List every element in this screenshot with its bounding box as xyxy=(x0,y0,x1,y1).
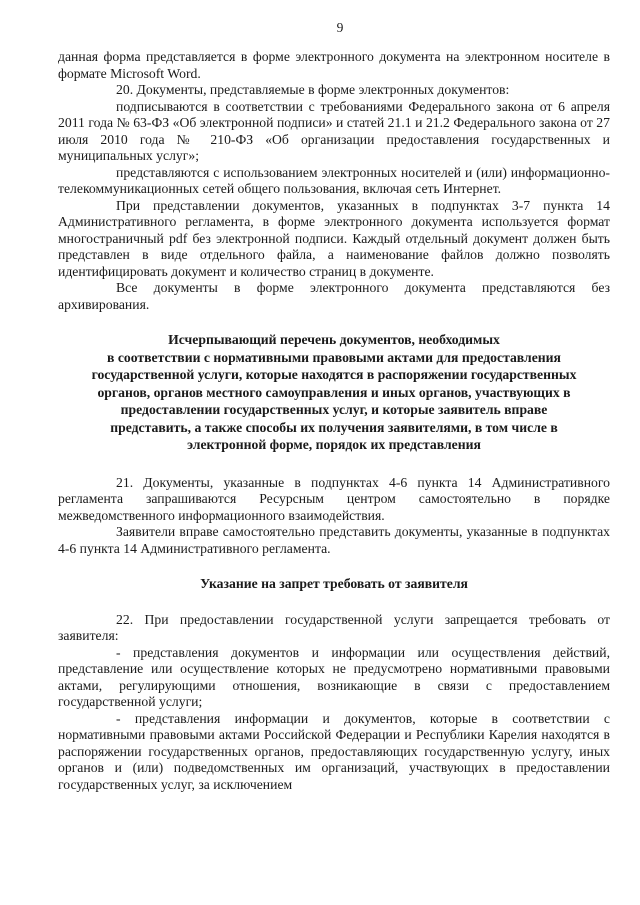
heading-line: органов, органов местного самоуправления и иных органов, участвующих в xyxy=(97,384,571,400)
section-heading-documents-list xyxy=(58,331,610,454)
heading-line: Исчерпывающий перечень документов, необходимых xyxy=(168,332,500,347)
paragraph-applicant-right: Заявители вправе самостоятельно представить документы, указанные в подпунктах 4-6 пункта 14 Административного регламента. xyxy=(58,524,610,556)
paragraph-pdf-format: При представлении документов, указанных в подпунктах 3-7 пункта 14 Административного регламента, в форме электронного документа используется формат многостраничный pdf без электронной подписи. Каждый отдельный документ должен быть представлен в виде отдельного файла, а наименование файлов должно позволять идентифицировать документ и количество страниц в документе. xyxy=(58,197,610,279)
section-electronic-documents xyxy=(58,49,610,313)
paragraph-item-22: 22. При предоставлении государственной услуги запрещается требовать от заявителя: xyxy=(58,611,610,643)
page-number: 9 xyxy=(336,20,344,35)
heading-line: электронной форме, порядок их представления xyxy=(187,437,481,452)
heading-line: государственной услуги, которые находятся в распоряжении государственных xyxy=(91,367,577,382)
paragraph-no-archiving: Все документы в форме электронного документа представляются без архивирования. xyxy=(58,280,610,312)
heading-line: представить, а также способы их получения заявителями, в том числе в xyxy=(110,419,558,435)
section-heading-prohibition: Указание на запрет требовать от заявителя xyxy=(200,576,468,591)
paragraph-word-format: данная форма представляется в форме электронного документа на электронном носителе в формате Microsoft Word. xyxy=(58,49,610,81)
section-prohibitions xyxy=(58,612,610,794)
heading-line: в соответствии с нормативными правовыми актами для предоставления xyxy=(107,349,561,365)
paragraph-prohibition-actions: - представления документов и информации или осуществления действий, представление или осуществление которых не предусмотрено нормативными правовыми актами, регулирующими отношения, возникающие в связи с предоставлением государственной услуги; xyxy=(58,644,610,709)
paragraph-prohibition-information: - представления информации и документов, которые в соответствии с нормативными правовыми актами Российской Федерации и Республики Карелия находятся в распоряжении государственных органов, предоставляющих государственную услугу, иных органов и (или) подведомственных им организаций, участвующих в предоставлении государственных услуг, за исключением xyxy=(58,710,610,792)
paragraph-signed: подписываются в соответствии с требованиями Федерального закона от 6 апреля 2011 года № 63-ФЗ «Об электронной подписи» и статей 21.1 и 21.2 Федерального закона от 27 июля 2010 года № 210-ФЗ «Об организации предоставления государственных и муниципальных услуг»; xyxy=(58,98,610,163)
paragraph-carriers: представляются с использованием электронных носителей и (или) информационно-телекоммуникационных сетей общего пользования, включая сеть Интернет. xyxy=(58,164,610,196)
section-interagency-requests xyxy=(58,475,610,558)
paragraph-item-20: 20. Документы, представляемые в форме электронных документов: xyxy=(116,82,510,97)
heading-line: предоставлении государственных услуг, и которые заявитель вправе xyxy=(120,402,548,417)
paragraph-item-21: 21. Документы, указанные в подпунктах 4-6 пункта 14 Административного регламента запрашиваются Ресурсным центром самостоятельно в порядке межведомственного информационного взаимодействия. xyxy=(58,474,610,523)
